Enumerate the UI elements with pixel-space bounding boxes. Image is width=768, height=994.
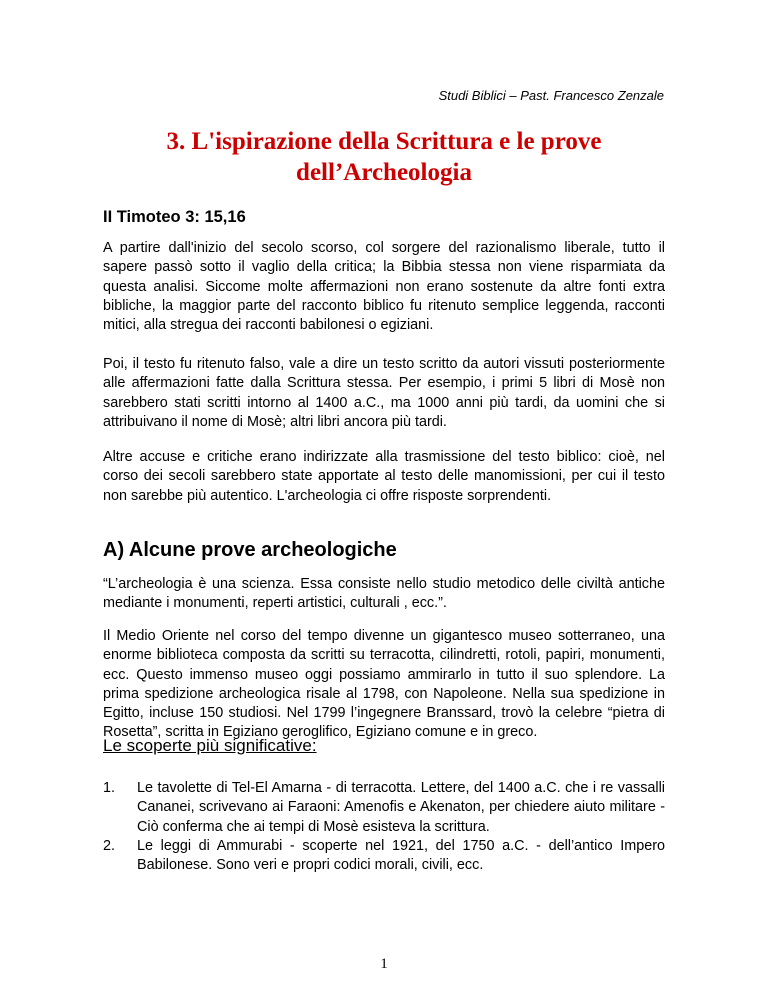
definition-paragraph: “L’archeologia è una scienza. Essa consiste nello studio metodico delle civiltà antiche mediante i monumenti, reperti artistici, culturali , ecc.”. [103, 576, 665, 612]
section-heading: A) Alcune prove archeologiche [103, 539, 397, 561]
title-line-2: dell’Archeologia [296, 159, 472, 186]
intro-paragraph-1: A partire dall'inizio del secolo scorso, col sorgere del razionalismo liberale, tutto il sapere passò sotto il vaglio della critica; la Bibbia stessa non viene risparmiata da questa analisi. Siccome molte affermazioni non erano sostenute da altre fonti extra bibliche, la maggior parte del racconto biblico fu ritenuto semplice leggenda, racconti mitici, alla stregua dei racconti babilonesi o egiziani. [103, 240, 665, 334]
list-item-text: Le leggi di Ammurabi - scoperte nel 1921, del 1750 a.C. - dell’antico Impero Babilonese. Sono veri e propri codici morali, civili, ecc. [137, 837, 665, 874]
title-line-1: 3. L'ispirazione della Scrittura e le prove [166, 128, 602, 155]
intro-paragraph-3: Altre accuse e critiche erano indirizzate alla trasmissione del testo biblico: cioè, nel corso dei secoli sarebbero state apportate al testo delle manomissioni, per cui il testo non sarebbe più autentico. L'archeologia ci offre risposte sorprendenti. [103, 449, 665, 504]
page-number: 1 [380, 956, 388, 972]
list-item-number: 2. [103, 837, 116, 854]
running-header: Studi Biblici – Past. Francesco Zenzale [438, 88, 664, 103]
list-item-number: 1. [103, 780, 116, 796]
discoveries-list [103, 779, 665, 875]
list-item [103, 779, 665, 837]
scripture-reference: II Timoteo 3: 15,16 [103, 208, 246, 226]
list-item [103, 837, 665, 876]
document-title [110, 126, 658, 188]
history-paragraph: Il Medio Oriente nel corso del tempo divenne un gigantesco museo sotterraneo, una enorme biblioteca composta da scritti su terracotta, cilindretti, rotoli, papiri, monumenti, ecc. Questo immenso museo oggi possiamo ammirarlo in tutto il suo splendore. La prima spedizione archeologica risale al 1798, con Napoleone. Nella sua spedizione in Egitto, incluse 150 studiosi. Nel 1799 l’ingegnere Branssard, trovò la celebre “pietra di Rosetta”, scritta in Egiziano geroglifico, Egiziano comune e in greco. [103, 628, 665, 741]
list-item-text: Le tavolette di Tel-El Amarna - di terracotta. Lettere, del 1400 a.C. che i re vassalli Cananei, scrivevano ai Faraoni: Amenofis e Akenaton, per chiedere aiuto militare - Ciò conferma che ai tempi di Mosè esisteva la scrittura. [137, 780, 665, 835]
intro-paragraph-2: Poi, il testo fu ritenuto falso, vale a dire un testo scritto da autori vissuti posteriormente alle affermazioni fatte dalla Scrittura stessa. Per esempio, i primi 5 libri di Mosè non sarebbero stati scritti intorno al 1400 a.C., ma 1000 anni più tardi, da uomini che si attribuivano il nome di Mosè; altri libri ancora più tardi. [103, 356, 665, 430]
discoveries-heading: Le scoperte più significative: [103, 736, 317, 755]
